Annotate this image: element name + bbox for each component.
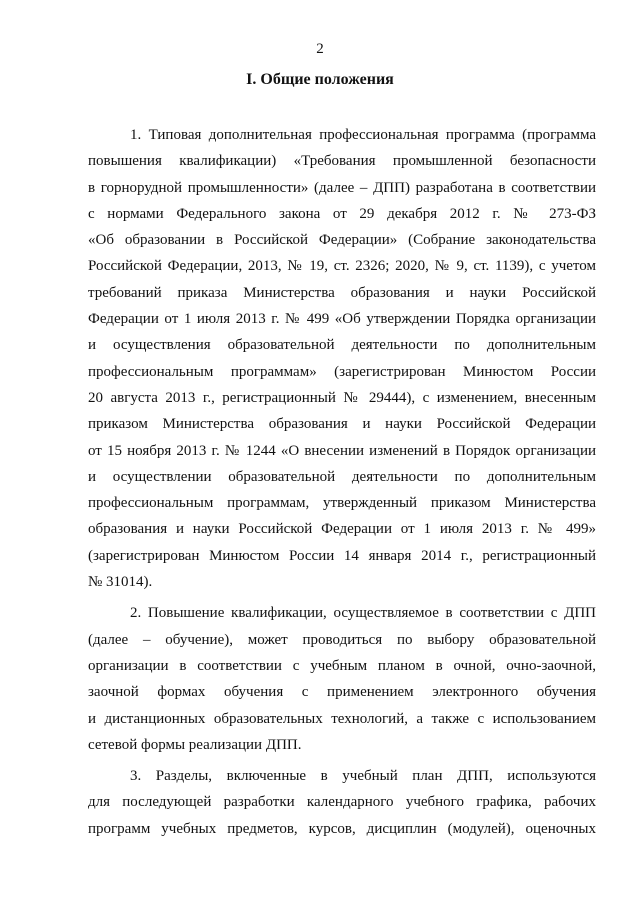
text-line: заочной формах обучения с применением электронного обучения — [88, 684, 596, 701]
text-line: и дистанционных образовательных технологий, а также с использованием — [88, 710, 596, 727]
text-line: и осуществления образовательной деятельности по дополнительным — [88, 337, 596, 354]
paragraph-1 — [88, 122, 596, 595]
text-line: Федерации от 1 июля 2013 г. № 499 «Об утверждении Порядка организации — [88, 311, 596, 328]
text-line: программ учебных предметов, курсов, дисциплин (модулей), оценочных — [88, 820, 596, 837]
text-line: «Об образовании в Российской Федерации» (Собрание законодательства — [88, 232, 596, 249]
text-line: для последующей разработки календарного учебного графика, рабочих — [88, 794, 596, 811]
text-line: образования и науки Российской Федерации от 1 июля 2013 г. № 499» — [88, 521, 596, 538]
paragraph-3 — [88, 763, 596, 842]
text-line: 3. Разделы, включенные в учебный план ДПП, используются — [130, 768, 596, 785]
text-line: (далее – обучение), может проводиться по выбору образовательной — [88, 631, 596, 648]
text-line: и осуществлении образовательной деятельности по дополнительным — [88, 468, 596, 485]
document-body — [88, 122, 596, 842]
text-line: (зарегистрирован Минюстом России 14 января 2014 г., регистрационный — [88, 547, 596, 564]
text-line: профессиональным программам, утвержденный приказом Министерства — [88, 495, 596, 512]
text-line: в горнорудной промышленности» (далее – ДПП) разработана в соответствии — [88, 179, 596, 196]
text-line: сетевой формы реализации ДПП. — [88, 736, 302, 753]
text-line: от 15 ноября 2013 г. № 1244 «О внесении изменений в Порядок организации — [88, 442, 596, 459]
section-title: I. Общие положения — [246, 71, 394, 88]
text-line: организации в соответствии с учебным планом в очной, очно-заочной, — [88, 657, 596, 674]
paragraph-2 — [88, 600, 596, 758]
text-line: профессиональным программам» (зарегистрирован Минюстом России — [88, 363, 596, 380]
text-line: Российской Федерации, 2013, № 19, ст. 2326; 2020, № 9, ст. 1139), с учетом — [88, 258, 596, 275]
text-line: 1. Типовая дополнительная профессиональная программа (программа — [130, 127, 596, 143]
text-line: требований приказа Министерства образования и науки Российской — [88, 284, 596, 301]
text-line: 2. Повышение квалификации, осуществляемое в соответствии с ДПП — [130, 605, 596, 622]
page-number: 2 — [316, 41, 324, 57]
text-line: с нормами Федерального закона от 29 декабря 2012 г. № 273-ФЗ — [88, 205, 596, 222]
text-line: повышения квалификации) «Требования промышленной безопасности — [88, 153, 596, 170]
text-line: № 31014). — [88, 574, 153, 591]
text-line: приказом Министерства образования и науки Российской Федерации — [88, 416, 596, 433]
text-line: 20 августа 2013 г., регистрационный № 29444), с изменением, внесенным — [88, 389, 596, 406]
